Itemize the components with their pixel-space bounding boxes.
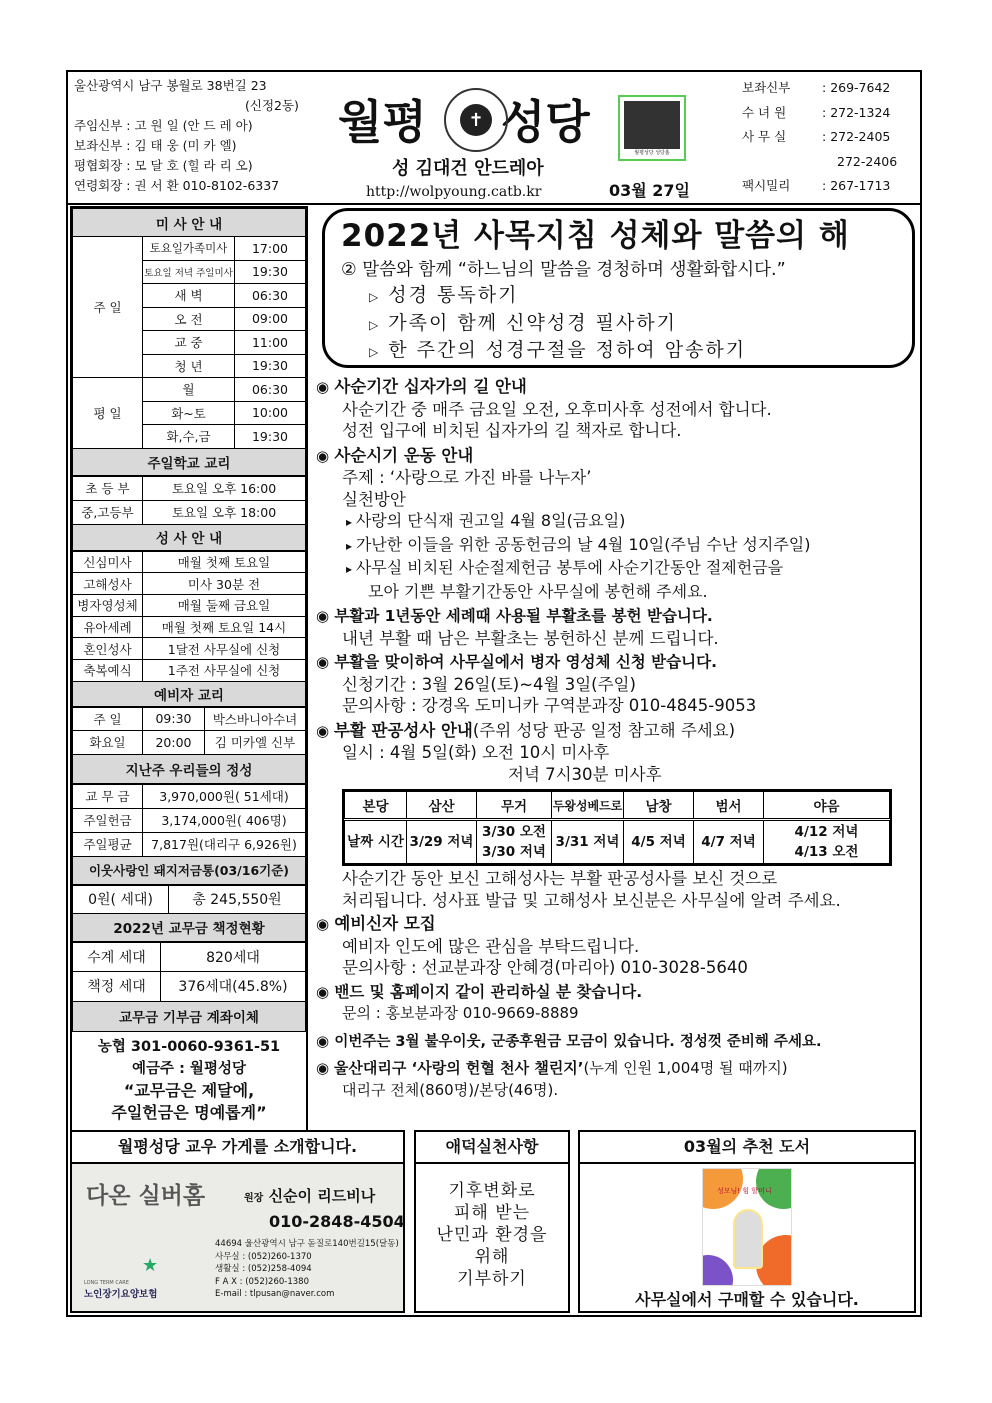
slogan: “교무금은 제달에, bbox=[123, 1080, 255, 1100]
confession-schedule-table bbox=[342, 789, 892, 866]
notice-text: 대리구 전체(860명)/본당(46명). bbox=[342, 1080, 559, 1099]
sacrament-name: 고해성사 bbox=[73, 573, 143, 595]
notice-title-text: 울산대리구 ‘사랑의 헌혈 천사 챌린지’ bbox=[333, 1059, 584, 1077]
theme-item-text: 가족이 함께 신약성경 필사하기 bbox=[388, 311, 678, 334]
notice-text: 처리됩니다. 성사표 발급 및 고해성사 보신분은 사무실에 알려 주세요. bbox=[342, 890, 841, 910]
book-caption: 사무실에서 구매할 수 있습니다. bbox=[635, 1290, 859, 1309]
mass-name: 화~토 bbox=[143, 401, 235, 425]
section-title: 이웃사랑인 돼지저금통(03/16기준) bbox=[73, 856, 306, 884]
class-day: 주 일 bbox=[73, 707, 143, 731]
phone-list bbox=[742, 76, 912, 199]
phone-item bbox=[742, 150, 912, 175]
dues-value: 820세대 bbox=[161, 942, 306, 972]
website-link[interactable]: http://wolpyoung.catb.kr bbox=[366, 184, 542, 200]
notice-title: ◉ 이번주는 3월 불우이웃, 군종후원금 모금이 있습니다. 정성껏 준비해 주세요. bbox=[316, 1031, 916, 1054]
class-time: 20:00 bbox=[143, 731, 205, 755]
shop-office: 사무실 : (052)260-1370 bbox=[215, 1251, 312, 1262]
shop-name: 다온 실버홈 bbox=[86, 1183, 206, 1209]
parish-schedule: 날짜 시간 bbox=[345, 820, 407, 864]
offering-label: 교 무 금 bbox=[73, 784, 143, 808]
dues-label: 수계 세대 bbox=[73, 942, 161, 972]
phone-number: 269-7642 bbox=[830, 80, 891, 95]
staff-role: 연령회장 bbox=[74, 178, 123, 193]
divider bbox=[66, 203, 922, 205]
shop-phone: 010-2848-4504 bbox=[269, 1212, 405, 1231]
notice-title-note: (주위 성당 판공 일정 참고해 주세요) bbox=[472, 720, 736, 740]
parish-header: 무거 bbox=[477, 792, 552, 820]
offering-value: 7,817원(대리구 6,926원) bbox=[143, 832, 306, 856]
theme-item: ▷ 한 주간의 성경구절을 정하여 암송하기 bbox=[369, 339, 747, 361]
staff-item: 연령회장 : 권 서 환 010-8102-6337 bbox=[74, 178, 280, 193]
charity-line: 기부하기 bbox=[457, 1269, 527, 1289]
transfer-info bbox=[72, 1032, 306, 1130]
parish-header: 야음 bbox=[764, 792, 890, 820]
class-day: 화요일 bbox=[73, 731, 143, 755]
mass-time: 10:00 bbox=[235, 401, 306, 425]
care-logo-icon: ★ bbox=[142, 1255, 159, 1276]
parish-schedule: 3/29 저녁 bbox=[407, 820, 477, 864]
notice-title-text: 부활 판공성사 안내 bbox=[333, 720, 473, 740]
sacrament-name: 축복예식 bbox=[73, 659, 143, 681]
staff-name: 고 원 일 (안 드 레 아) bbox=[134, 118, 253, 133]
notice-title-note: (누계 인원 1,004명 될 때까지) bbox=[583, 1059, 788, 1077]
sacrament-schedule: 1주전 사무실에 신청 bbox=[143, 659, 306, 681]
sacrament-schedule: 매월 첫째 토요일 bbox=[143, 551, 306, 573]
notice-text: 예비자 인도에 많은 관심을 부탁드립니다. bbox=[342, 936, 640, 956]
phone-label: 보좌신부 bbox=[742, 80, 791, 95]
sacrament-name: 유아세례 bbox=[73, 616, 143, 638]
notice-title: ◉ 예비신자 모집 bbox=[316, 913, 916, 936]
parish-schedule: 3/31 저녁 bbox=[552, 820, 624, 864]
mass-name: 청 년 bbox=[143, 354, 235, 378]
notice-bullet: ▸ 가난한 이들을 위한 공동헌금의 날 4월 10일(주님 수난 성지주일) bbox=[316, 534, 916, 558]
phone-label: 팩시밀리 bbox=[742, 178, 791, 193]
mass-name: 월 bbox=[143, 378, 235, 402]
mass-name: 화,수,금 bbox=[143, 425, 235, 449]
staff-role: 평협회장 bbox=[74, 158, 123, 173]
charity-box bbox=[414, 1130, 570, 1313]
sacrament-schedule: 매월 첫째 토요일 14시 bbox=[143, 616, 306, 638]
notice-text: 주제 : ‘사랑으로 가진 바를 나누자’ bbox=[342, 468, 592, 487]
notice-title: ◉ 부활을 맞이하여 사무실에서 병자 영성체 신청 받습니다. bbox=[316, 652, 916, 674]
badge-small: LONG TERM CARE bbox=[84, 1280, 129, 1286]
staff-item: 주임신부 : 고 원 일 (안 드 레 아) bbox=[74, 118, 253, 133]
theme-item: ▷ 가족이 함께 신약성경 필사하기 bbox=[369, 311, 678, 334]
notice-title: ◉ 밴드 및 홈페이지 같이 관리하실 분 찾습니다. bbox=[316, 982, 916, 1004]
parish-schedule: 4/5 저녁 bbox=[624, 820, 694, 864]
notice-text: 저녁 7시30분 미사후 bbox=[508, 764, 662, 784]
church-name-right: 성당 bbox=[500, 95, 590, 149]
section-title: 교무금 기부금 계좌이체 bbox=[73, 1001, 306, 1031]
book-cover-image bbox=[702, 1168, 792, 1286]
phone-label: 수 녀 원 bbox=[742, 104, 787, 120]
owner-role: 원장 bbox=[244, 1193, 264, 1204]
theme-item-text: 성경 통독하기 bbox=[388, 284, 519, 306]
shop-address: 44694 울산광역시 남구 돋질로140번길15(달동) bbox=[215, 1239, 399, 1249]
theme-subtitle: ② 말씀와 함께 “하느님의 말씀을 경청하며 생활화합시다.” bbox=[341, 260, 786, 280]
offering-value: 3,174,000원( 406명) bbox=[143, 808, 306, 832]
charity-line: 위해 bbox=[474, 1247, 510, 1267]
qr-code[interactable] bbox=[618, 95, 686, 161]
account-holder: 예금주 : 월평성당 bbox=[132, 1060, 246, 1077]
phone-number: 272-2406 bbox=[837, 153, 898, 169]
piggy-households: 0원( 세대) bbox=[73, 885, 169, 913]
shop-living: 생활실 : (052)258-4094 bbox=[215, 1264, 312, 1274]
notice-text: 문의사항 : 강경옥 도미니카 구역분과장 010-4845-9053 bbox=[342, 696, 757, 715]
notice-title: ◉ 사순시기 운동 안내 bbox=[316, 445, 916, 468]
mass-name: 토요일가족미사 bbox=[143, 237, 235, 261]
sacrament-name: 신심미사 bbox=[73, 551, 143, 573]
phone-item: 보좌신부 : 269-7642 bbox=[742, 76, 912, 101]
notice-bullet: ▸ 사랑의 단식재 권고일 4월 8일(금요일) bbox=[316, 510, 916, 534]
business-card bbox=[72, 1164, 403, 1311]
sacrament-schedule: 1달전 사무실에 신청 bbox=[143, 638, 306, 660]
sacrament-schedule: 매월 둘째 금요일 bbox=[143, 594, 306, 616]
parish-header: 본당 bbox=[345, 792, 407, 820]
mass-time: 19:30 bbox=[235, 425, 306, 449]
sacrament-name: 혼인성사 bbox=[73, 638, 143, 660]
offering-label: 주일평균 bbox=[73, 832, 143, 856]
mass-time: 06:30 bbox=[235, 378, 306, 402]
class-name: 초 등 부 bbox=[73, 476, 143, 500]
parish-header: 남창 bbox=[624, 792, 694, 820]
mass-schedule bbox=[70, 206, 308, 1132]
mass-name: 새 벽 bbox=[143, 284, 235, 308]
box-title: 월평성당 교우 가게를 소개합니다. bbox=[72, 1132, 403, 1164]
mass-time: 06:30 bbox=[235, 284, 306, 308]
sacrament-schedule: 미사 30분 전 bbox=[143, 573, 306, 595]
care-badge: 노인장기요양보험 bbox=[84, 1289, 158, 1300]
sunday-label: 주 일 bbox=[73, 237, 143, 378]
notice-text: 문의 : 홍보분과장 010-9669-8889 bbox=[342, 1004, 579, 1022]
pastoral-theme-box bbox=[322, 208, 915, 368]
section-title: 지난주 우리들의 정성 bbox=[73, 754, 306, 783]
phone-number: 272-1324 bbox=[830, 104, 891, 120]
phone-item: 수 녀 원 : 272-1324 bbox=[742, 101, 912, 126]
offering-value: 3,970,000원( 51세대) bbox=[143, 784, 306, 808]
cross-icon: ✝ bbox=[460, 104, 492, 136]
notice-text: 일시 : 4월 5일(화) 오전 10시 미사후 bbox=[342, 743, 610, 762]
mass-name: 교 중 bbox=[143, 331, 235, 355]
phone-number: 267-1713 bbox=[830, 178, 891, 193]
charity-line: 기후변화로 bbox=[448, 1181, 536, 1201]
staff-item: 평협회장 : 모 달 호 (힐 라 리 오) bbox=[74, 158, 253, 173]
staff-role: 보좌신부 bbox=[74, 138, 123, 153]
staff-role: 주임신부 bbox=[74, 118, 123, 133]
section-title: 미 사 안 내 bbox=[73, 209, 306, 237]
section-title: 성 사 안 내 bbox=[73, 524, 306, 550]
staff-name: 김 태 웅 (미 카 엘) bbox=[134, 138, 237, 153]
class-teacher: 박스바니아수녀 bbox=[205, 707, 306, 731]
charity-line: 피해 받는 bbox=[453, 1203, 531, 1223]
address-line: 울산광역시 남구 봉월로 38번길 23 bbox=[74, 78, 267, 93]
book-box bbox=[578, 1130, 916, 1313]
theme-item: ▷ 성경 통독하기 bbox=[369, 284, 519, 306]
bank-account: 농협 301-0060-9361-51 bbox=[97, 1038, 281, 1055]
piggy-total: 총 245,550원 bbox=[169, 885, 306, 913]
staff-name: 권 서 환 010-8102-6337 bbox=[134, 178, 280, 193]
theme-item-text: 한 주간의 성경구절을 정하여 암송하기 bbox=[388, 339, 747, 361]
parish-header: 두왕성베드로 bbox=[552, 792, 624, 820]
shop-fax: F A X : (052)260-1380 bbox=[215, 1276, 309, 1287]
phone-number: 272-2405 bbox=[830, 129, 891, 144]
dues-value: 376세대(45.8%) bbox=[161, 972, 306, 1002]
shop-box bbox=[70, 1130, 405, 1313]
mass-time: 09:00 bbox=[235, 307, 306, 331]
parish-schedule: 4/7 저녁 bbox=[694, 820, 764, 864]
box-title: 03월의 추천 도서 bbox=[580, 1132, 914, 1164]
church-seal-logo bbox=[444, 88, 508, 152]
owner-name: 신순이 리드비나 bbox=[268, 1187, 376, 1205]
mass-time: 19:30 bbox=[235, 260, 306, 284]
offering-label: 주일헌금 bbox=[73, 808, 143, 832]
qr-caption: 월평성당 성당홈 bbox=[634, 150, 670, 156]
sacrament-name: 병자영성체 bbox=[73, 594, 143, 616]
class-time: 토요일 오후 18:00 bbox=[143, 500, 306, 524]
theme-items bbox=[341, 283, 896, 366]
class-name: 중,고등부 bbox=[73, 500, 143, 524]
shop-email: E-mail : tlpusan@naver.com bbox=[215, 1289, 335, 1299]
bulletin-date: 03월 27일 bbox=[609, 181, 691, 200]
notice-text: 성전 입구에 비치된 십자가의 길 책자로 합니다. bbox=[342, 421, 682, 440]
theme-title: 2022년 사목지침 성체와 말씀의 해 bbox=[341, 218, 850, 254]
notice-title bbox=[316, 1058, 916, 1080]
phone-label: 사 무 실 bbox=[742, 129, 787, 144]
class-time: 09:30 bbox=[143, 707, 205, 731]
notice-title: ◉ 사순기간 십자가의 길 안내 bbox=[316, 376, 916, 399]
phone-item: 팩시밀리 : 267-1713 bbox=[742, 174, 912, 199]
section-title: 2022년 교무금 책정현황 bbox=[73, 913, 306, 941]
staff-list bbox=[74, 116, 279, 196]
notice-text: 신청기간 : 3월 26일(토)~4월 3일(주일) bbox=[342, 674, 636, 694]
mass-name: 오 전 bbox=[143, 307, 235, 331]
address-line: (신정2동) bbox=[245, 98, 299, 113]
mass-name: 토요일 저녁 주일미사 bbox=[143, 260, 235, 284]
section-title: 주일학교 교리 bbox=[73, 448, 306, 475]
slogan: 주일헌금은 명예롭게” bbox=[111, 1102, 267, 1122]
notices bbox=[316, 376, 916, 1101]
notice-text: 문의사항 : 선교분과장 안혜경(마리아) 010-3028-5640 bbox=[342, 958, 748, 977]
parish-header: 범서 bbox=[694, 792, 764, 820]
charity-line: 난민과 환경을 bbox=[436, 1225, 548, 1245]
book-cover-title: 성모님! 힘 할머니 bbox=[717, 1187, 772, 1195]
notice-bullet: ▸ 사무실 비치된 사순절제헌금 봉투에 사순기간동안 절제헌금을 bbox=[316, 557, 916, 581]
mass-time: 19:30 bbox=[235, 354, 306, 378]
parish-schedule: 4/12 저녁 4/13 오전 bbox=[764, 820, 890, 864]
patron-saint: 성 김대건 안드레아 bbox=[392, 158, 544, 179]
dues-label: 책정 세대 bbox=[73, 972, 161, 1002]
weekday-label: 평 일 bbox=[73, 378, 143, 449]
notice-title: ◉ 부활과 1년동안 세례때 사용될 부활초를 봉헌 받습니다. bbox=[316, 606, 916, 628]
parish-header: 삼산 bbox=[407, 792, 477, 820]
staff-name: 모 달 호 (힐 라 리 오) bbox=[134, 158, 253, 173]
class-teacher: 김 미카엘 신부 bbox=[205, 731, 306, 755]
section-title: 예비자 교리 bbox=[73, 681, 306, 706]
notice-text: 모아 기쁜 부활기간동안 사무실에 봉헌해 주세요. bbox=[368, 581, 708, 601]
notice-title bbox=[316, 720, 916, 743]
notice-text: 내년 부활 때 남은 부활초는 봉헌하신 분께 드립니다. bbox=[342, 628, 719, 648]
mass-time: 11:00 bbox=[235, 331, 306, 355]
class-time: 토요일 오후 16:00 bbox=[143, 476, 306, 500]
notice-text: 사순기간 동안 보신 고해성사는 부활 판공성사를 보신 것으로 bbox=[342, 869, 778, 888]
phone-item: 사 무 실 : 272-2405 bbox=[742, 125, 912, 150]
parish-schedule: 3/30 오전 3/30 저녁 bbox=[477, 820, 552, 864]
mass-time: 17:00 bbox=[235, 237, 306, 261]
church-name-left: 월평 bbox=[338, 95, 427, 149]
box-title: 애덕실천사항 bbox=[416, 1132, 568, 1164]
notice-text: 실천방안 bbox=[342, 489, 406, 509]
notice-text: 사순기간 중 매주 금요일 오전, 오후미사후 성전에서 합니다. bbox=[342, 399, 772, 419]
staff-item: 보좌신부 : 김 태 웅 (미 카 엘) bbox=[74, 138, 237, 153]
